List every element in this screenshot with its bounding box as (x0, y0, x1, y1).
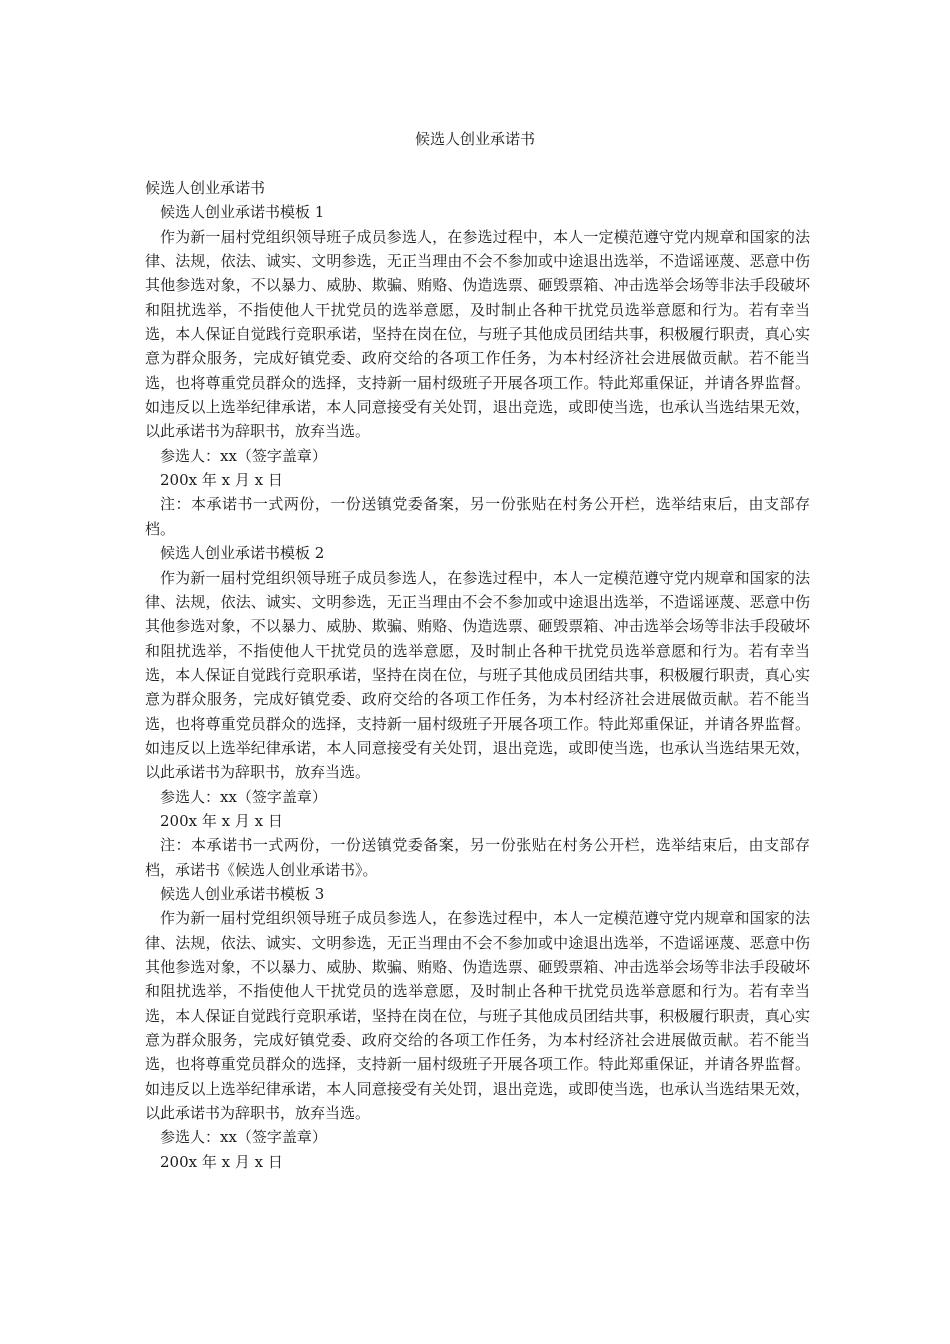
signer-line: 参选人：xx（签字盖章） (160, 787, 327, 806)
document-heading: 候选人创业承诺书 (145, 179, 266, 197)
document-body (145, 176, 810, 1174)
date-line: 200x 年 x 月 x 日 (160, 811, 283, 830)
template-section-3 (145, 882, 810, 1174)
template-body: 作为新一届村党组织领导班子成员参选人，在参选过程中，本人一定模范遵守党内规章和国家的法律、法规，依法、诚实、文明参选，无正当理由不会不参加或中途退出选举，不造谣诬蔑、恶意中伤其他参选对象，不以暴力、威胁、欺骗、贿赂、伪造选票、砸毁票箱、冲击选举会场等非法手段破坏和阻扰选举，不指使他人干扰党员的选举意愿，及时制止各种干扰党员选举意愿和行为。若有幸当选，本人保证自觉践行竞职承诺，坚持在岗在位，与班子其他成员团结共事，积极履行职责，真心实意为群众服务，完成好镇党委、政府交给的各项工作任务，为本村经济社会进展做贡献。若不能当选，也将尊重党员群众的选择，支持新一届村级班子开展各项工作。特此郑重保证，并请各界监督。如违反以上选举纪律承诺，本人同意接受有关处罚，退出竞选，或即使当选，也承认当选结果无效，以此承诺书为辞职书，放弃当选。 (145, 909, 810, 1123)
note-paragraph: 注：本承诺书一式两份，一份送镇党委备案，另一份张贴在村务公开栏，选举结束后，由支部存档。 (145, 495, 810, 538)
template-body: 作为新一届村党组织领导班子成员参选人，在参选过程中，本人一定模范遵守党内规章和国家的法律、法规，依法、诚实、文明参选，无正当理由不会不参加或中途退出选举，不造谣诬蔑、恶意中伤其他参选对象，不以暴力、威胁、欺骗、贿赂、伪造选票、砸毁票箱、冲击选举会场等非法手段破坏和阻扰选举，不指使他人干扰党员的选举意愿，及时制止各种干扰党员选举意愿和行为。若有幸当选，本人保证自觉践行竞职承诺，坚持在岗在位，与班子其他成员团结共事，积极履行职责，真心实意为群众服务，完成好镇党委、政府交给的各项工作任务，为本村经济社会进展做贡献。若不能当选，也将尊重党员群众的选择，支持新一届村级班子开展各项工作。特此郑重保证，并请各界监督。如违反以上选举纪律承诺，本人同意接受有关处罚，退出竞选，或即使当选，也承认当选结果无效，以此承诺书为辞职书，放弃当选。 (145, 227, 810, 441)
document-title: 候选人创业承诺书 (414, 130, 535, 148)
date-line: 200x 年 x 月 x 日 (160, 471, 283, 490)
template-title: 候选人创业承诺书模板 2 (160, 544, 325, 563)
template-title: 候选人创业承诺书模板 3 (160, 884, 325, 903)
template-section-1 (145, 200, 810, 541)
signer-line: 参选人：xx（签字盖章） (160, 446, 327, 465)
date-line: 200x 年 x 月 x 日 (160, 1152, 283, 1171)
template-title: 候选人创业承诺书模板 1 (160, 203, 325, 222)
signer-line: 参选人：xx（签字盖章） (160, 1128, 327, 1147)
template-body: 作为新一届村党组织领导班子成员参选人，在参选过程中，本人一定模范遵守党内规章和国家的法律、法规，依法、诚实、文明参选，无正当理由不会不参加或中途退出选举，不造谣诬蔑、恶意中伤其他参选对象，不以暴力、威胁、欺骗、贿赂、伪造选票、砸毁票箱、冲击选举会场等非法手段破坏和阻扰选举，不指使他人干扰党员的选举意愿，及时制止各种干扰党员选举意愿和行为。若有幸当选，本人保证自觉践行竞职承诺，坚持在岗在位，与班子其他成员团结共事，积极履行职责，真心实意为群众服务，完成好镇党委、政府交给的各项工作任务，为本村经济社会进展做贡献。若不能当选，也将尊重党员群众的选择，支持新一届村级班子开展各项工作。特此郑重保证，并请各界监督。如违反以上选举纪律承诺，本人同意接受有关处罚，退出竞选，或即使当选，也承认当选结果无效，以此承诺书为辞职书，放弃当选。 (145, 568, 810, 782)
template-section-2 (145, 541, 810, 882)
note-paragraph: 注：本承诺书一式两份，一份送镇党委备案，另一份张贴在村务公开栏，选举结束后，由支部存档，承诺书《候选人创业承诺书》。 (145, 836, 810, 879)
